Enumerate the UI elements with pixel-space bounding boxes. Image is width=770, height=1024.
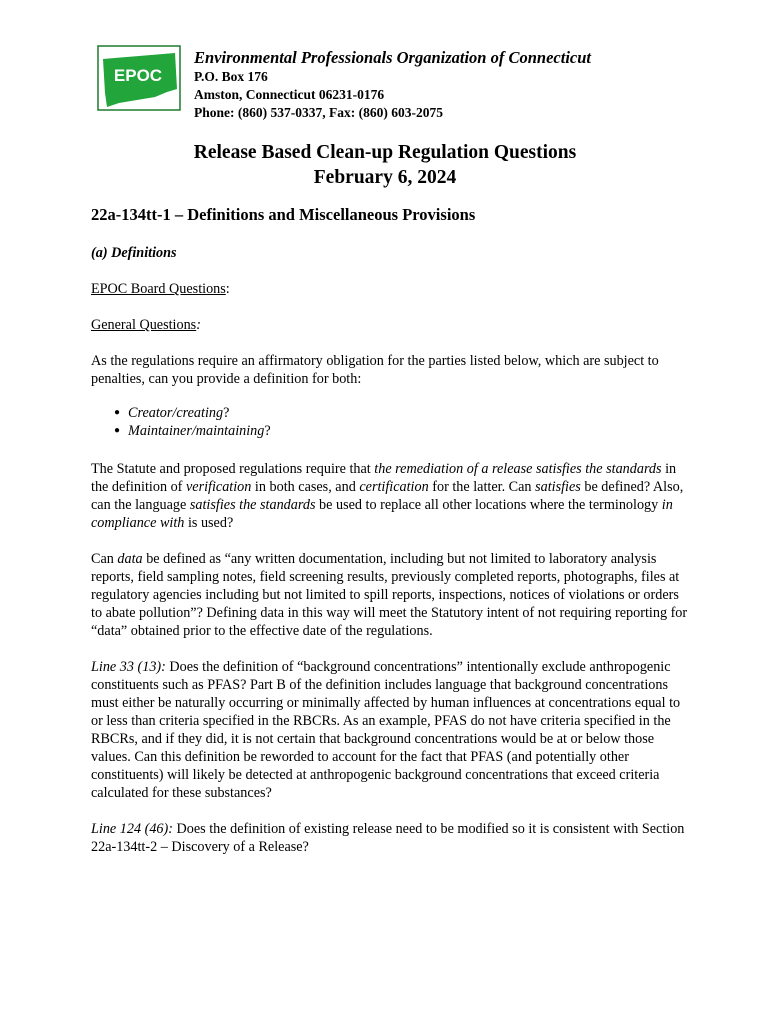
list-item: ● Creator/creating?	[114, 405, 230, 421]
phone-fax: Phone: (860) 537-0337, Fax: (860) 603-2075	[194, 105, 443, 120]
paragraph-line-33: Line 33 (13): Does the definition of “background concentrations” intentionally exclude anthropogenic constituents such as PFAS? Part B of the definition includes language that background concentrations must either be naturally occurring or minimally affected by human influences at concentrations equal to or less than criteria specified in the RBCRs. As an example, PFAS do not have criteria specified in the RBCRs, and if they did, it is not certain that background concentrations would be at or below those values. Can this definition be reworded to account for the fact that PFAS (and potentially other constituents) will likely be detected at anthropogenic background concentrations that exceed criteria calculated for these substances?	[91, 659, 681, 801]
city-address: Amston, Connecticut 06231-0176	[194, 87, 385, 102]
document-title	[0, 140, 770, 190]
letterhead	[194, 48, 591, 122]
paragraph-2: The Statute and proposed regulations require that the remediation of a release satisfies the standards in the definition of verification in both cases, and certification for the latter. Can satisfies be defined? Also, can the language satisfies the standards be used to replace all other locations where the terminology in compliance with is used?	[91, 461, 684, 531]
board-questions-label: EPOC Board Questions:	[91, 281, 230, 297]
bullet-icon: ●	[114, 425, 121, 436]
definition-list	[91, 404, 691, 440]
org-name: Environmental Professionals Organization of Connecticut	[194, 48, 591, 67]
paragraph-line-124: Line 124 (46): Does the definition of existing release need to be modified so it is consistent with Section 22a-134tt-2 – Discovery of a Release?	[91, 821, 685, 855]
po-box: P.O. Box 176	[194, 69, 268, 84]
section-heading: 22a-134tt-1 – Definitions and Miscellaneous Provisions	[91, 205, 476, 224]
list-item: ● Maintainer/maintaining?	[114, 423, 271, 439]
epoc-logo	[97, 45, 181, 111]
logo-text: EPOC	[113, 66, 163, 85]
paragraph-3: Can data be defined as “any written documentation, including but not limited to laboratory analysis reports, field sampling notes, field screening results, previously completed reports, photographs, files at regulatory agencies including but not limited to spill reports, inspections, notices of violations or orders to abate pollution”? Defining data in this way will meet the Statutory intent of not requiring reporting for “data” obtained prior to the effective date of the regulations.	[91, 551, 688, 639]
subheading-definitions: (a) Definitions	[91, 245, 177, 261]
title-line-1: Release Based Clean-up Regulation Questions	[193, 142, 577, 163]
bullet-icon: ●	[114, 407, 121, 418]
title-date: February 6, 2024	[313, 167, 457, 188]
document-body	[91, 244, 691, 874]
paragraph-1: As the regulations require an affirmatory obligation for the parties listed below, which are subject to penalties, can you provide a definition for both:	[91, 353, 659, 387]
general-questions-label: General Questions:	[91, 317, 201, 333]
